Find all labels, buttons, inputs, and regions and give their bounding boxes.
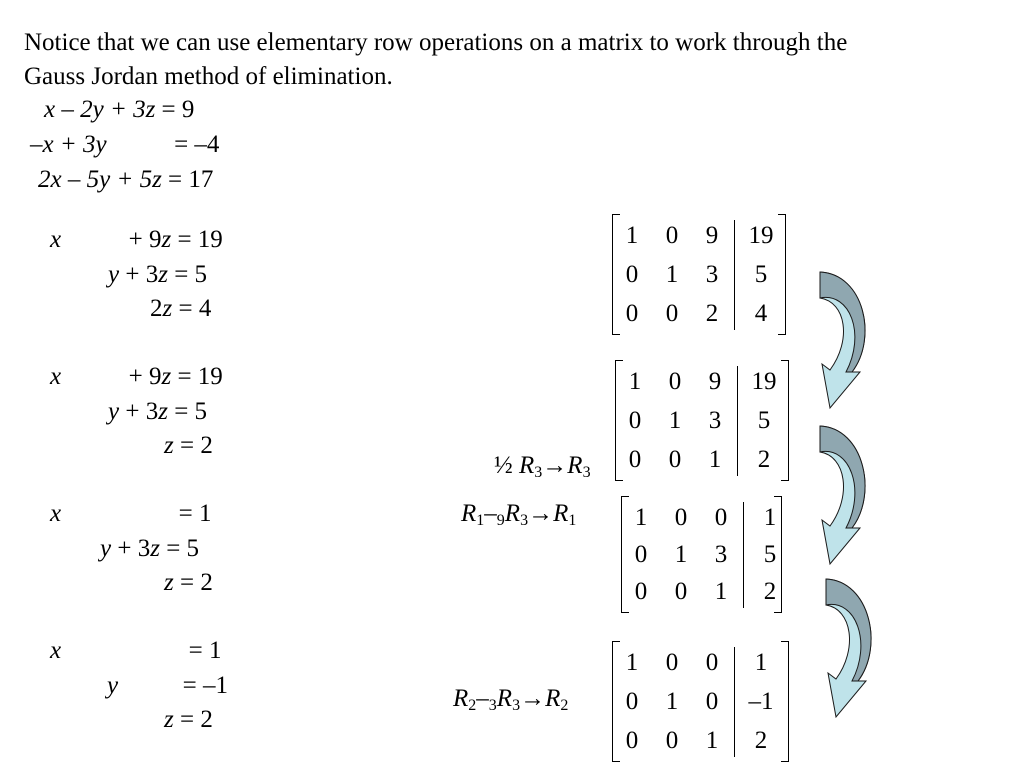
matrix-cell: 19 — [751, 368, 777, 396]
step3-eq-2 — [100, 534, 199, 564]
step2-eq-3 — [164, 431, 213, 461]
step2-eq-1 — [50, 362, 223, 392]
matrix-cell: 1 — [625, 222, 639, 250]
step1-eq-1 — [50, 225, 223, 255]
augmented-matrix-step2 — [615, 360, 790, 482]
operation-label-step3: $R_1-_9R_3\to R_1$ — [461, 500, 577, 529]
matrix-cell: 1 — [634, 503, 648, 531]
matrix-cell: 5 — [754, 261, 768, 288]
right-bracket — [781, 360, 789, 481]
matrix-cell: 1 — [665, 261, 679, 288]
matrix-cell: 0 — [665, 649, 679, 677]
augment-divider — [734, 220, 735, 330]
matrix-cell: 0 — [665, 222, 679, 250]
matrix-cell: 3 — [714, 541, 728, 568]
right-bracket — [781, 641, 789, 762]
matrix-cell: 3 — [708, 407, 722, 434]
matrix-cell: 0 — [674, 578, 688, 606]
step4-eq-3-text: z = 2 — [164, 706, 213, 733]
augmented-matrix-step1 — [612, 214, 787, 336]
matrix-cell: 1 — [754, 649, 768, 677]
operation-label-step2: ½ $R_3\to R_3$ — [494, 452, 591, 481]
step4-eq-1-rest: = 1 — [188, 637, 222, 664]
step3-eq-1-var: x — [50, 500, 62, 527]
matrix-cell: 19 — [748, 222, 774, 250]
system-eq-2-rhs: = –4 — [174, 131, 220, 158]
matrix-cell: 1 — [668, 407, 682, 434]
step2-eq-1-rest: + 9z = 19 — [128, 363, 223, 390]
system-eq-3-rhs: = 17 — [168, 166, 214, 193]
step4-eq-2-var: y — [107, 672, 119, 699]
step1-eq-3 — [150, 294, 211, 324]
matrix-cell: 9 — [708, 368, 722, 396]
matrix-cell: 1 — [625, 649, 639, 677]
matrix-cell: 0 — [634, 578, 648, 606]
step3-eq-3 — [164, 568, 213, 598]
matrix-cell: 0 — [628, 407, 642, 434]
step1-eq-1-rest: + 9z = 19 — [128, 226, 223, 253]
matrix-cell: 0 — [625, 261, 639, 288]
matrix-cell: 2 — [705, 299, 719, 327]
matrix-cell: 0 — [665, 299, 679, 327]
matrix-cell: 1 — [665, 688, 679, 715]
matrix-cell: 3 — [705, 261, 719, 288]
step3-eq-2-text: y + 3z = 5 — [100, 535, 200, 562]
matrix-cell: 0 — [634, 541, 648, 568]
matrix-cell: 0 — [668, 368, 682, 396]
augmented-matrix-step3 — [621, 496, 783, 614]
system-eq-1-lhs: x – 2y + 3z — [44, 96, 156, 123]
matrix-cell: 5 — [757, 407, 771, 434]
intro-line-2: Gauss Jordan method of elimination. — [24, 63, 393, 90]
matrix-cell: 0 — [628, 445, 642, 473]
step1-eq-2-text: y + 3z = 5 — [108, 261, 208, 288]
operation-label-step4: $R_2-_3R_3\to R_2$ — [453, 685, 569, 714]
matrix-cell: 0 — [665, 726, 679, 754]
step4-eq-2-rest: = –1 — [182, 672, 228, 699]
matrix-cell: 1 — [628, 368, 642, 396]
curved-arrow-icon-3 — [822, 575, 882, 721]
curved-arrow-icon-1 — [816, 268, 876, 412]
matrix-cell: 0 — [625, 299, 639, 327]
matrix-cell: 2 — [754, 726, 768, 754]
step4-eq-2 — [107, 671, 228, 701]
right-bracket — [778, 214, 786, 335]
step2-eq-2-text: y + 3z = 5 — [108, 398, 208, 425]
intro-text — [24, 26, 1014, 94]
intro-line-1: Notice that we can use elementary row operations on a matrix to work through the — [24, 29, 848, 56]
system-eq-2 — [30, 130, 219, 160]
matrix-cell: 1 — [763, 503, 777, 531]
system-eq-3-lhs: 2x – 5y + 5z — [38, 166, 162, 193]
matrix-cell: 0 — [625, 726, 639, 754]
augment-divider — [737, 366, 738, 476]
augment-divider — [734, 647, 735, 757]
matrix-cell: 0 — [674, 503, 688, 531]
step2-eq-1-var: x — [50, 363, 62, 390]
matrix-cell: 9 — [705, 222, 719, 250]
step3-eq-1 — [50, 499, 211, 529]
step4-eq-1-var: x — [50, 637, 62, 664]
matrix-cell: 2 — [757, 445, 771, 473]
step4-eq-1 — [50, 636, 221, 666]
matrix-cell: 1 — [674, 541, 688, 568]
step1-eq-2 — [108, 260, 207, 290]
curved-arrow-icon-2 — [816, 422, 876, 568]
matrix-cell: 0 — [705, 688, 719, 715]
step2-eq-3-text: z = 2 — [164, 432, 213, 459]
augment-divider — [743, 502, 744, 608]
matrix-cell: 1 — [705, 726, 719, 754]
matrix-cell: 5 — [763, 541, 777, 568]
system-eq-3 — [38, 165, 213, 195]
step4-eq-3 — [164, 705, 213, 735]
step2-eq-2 — [108, 397, 207, 427]
matrix-cell: 1 — [708, 445, 722, 473]
system-eq-1-rhs: = 9 — [161, 96, 195, 123]
step1-eq-3-text: 2z = 4 — [150, 295, 212, 322]
step3-eq-3-text: z = 2 — [164, 569, 213, 596]
step3-eq-1-rest: = 1 — [178, 500, 212, 527]
matrix-cell: 1 — [714, 578, 728, 606]
system-eq-1 — [44, 95, 194, 125]
step1-eq-1-var: x — [50, 226, 62, 253]
matrix-cell: 0 — [668, 445, 682, 473]
matrix-cell: 0 — [625, 688, 639, 715]
matrix-cell: 0 — [705, 649, 719, 677]
matrix-cell: 2 — [763, 578, 777, 606]
matrix-cell: –1 — [748, 688, 774, 715]
system-eq-2-lhs: –x + 3y — [30, 131, 107, 158]
matrix-cell: 0 — [714, 503, 728, 531]
augmented-matrix-step4 — [612, 641, 790, 763]
matrix-cell: 4 — [754, 299, 768, 327]
